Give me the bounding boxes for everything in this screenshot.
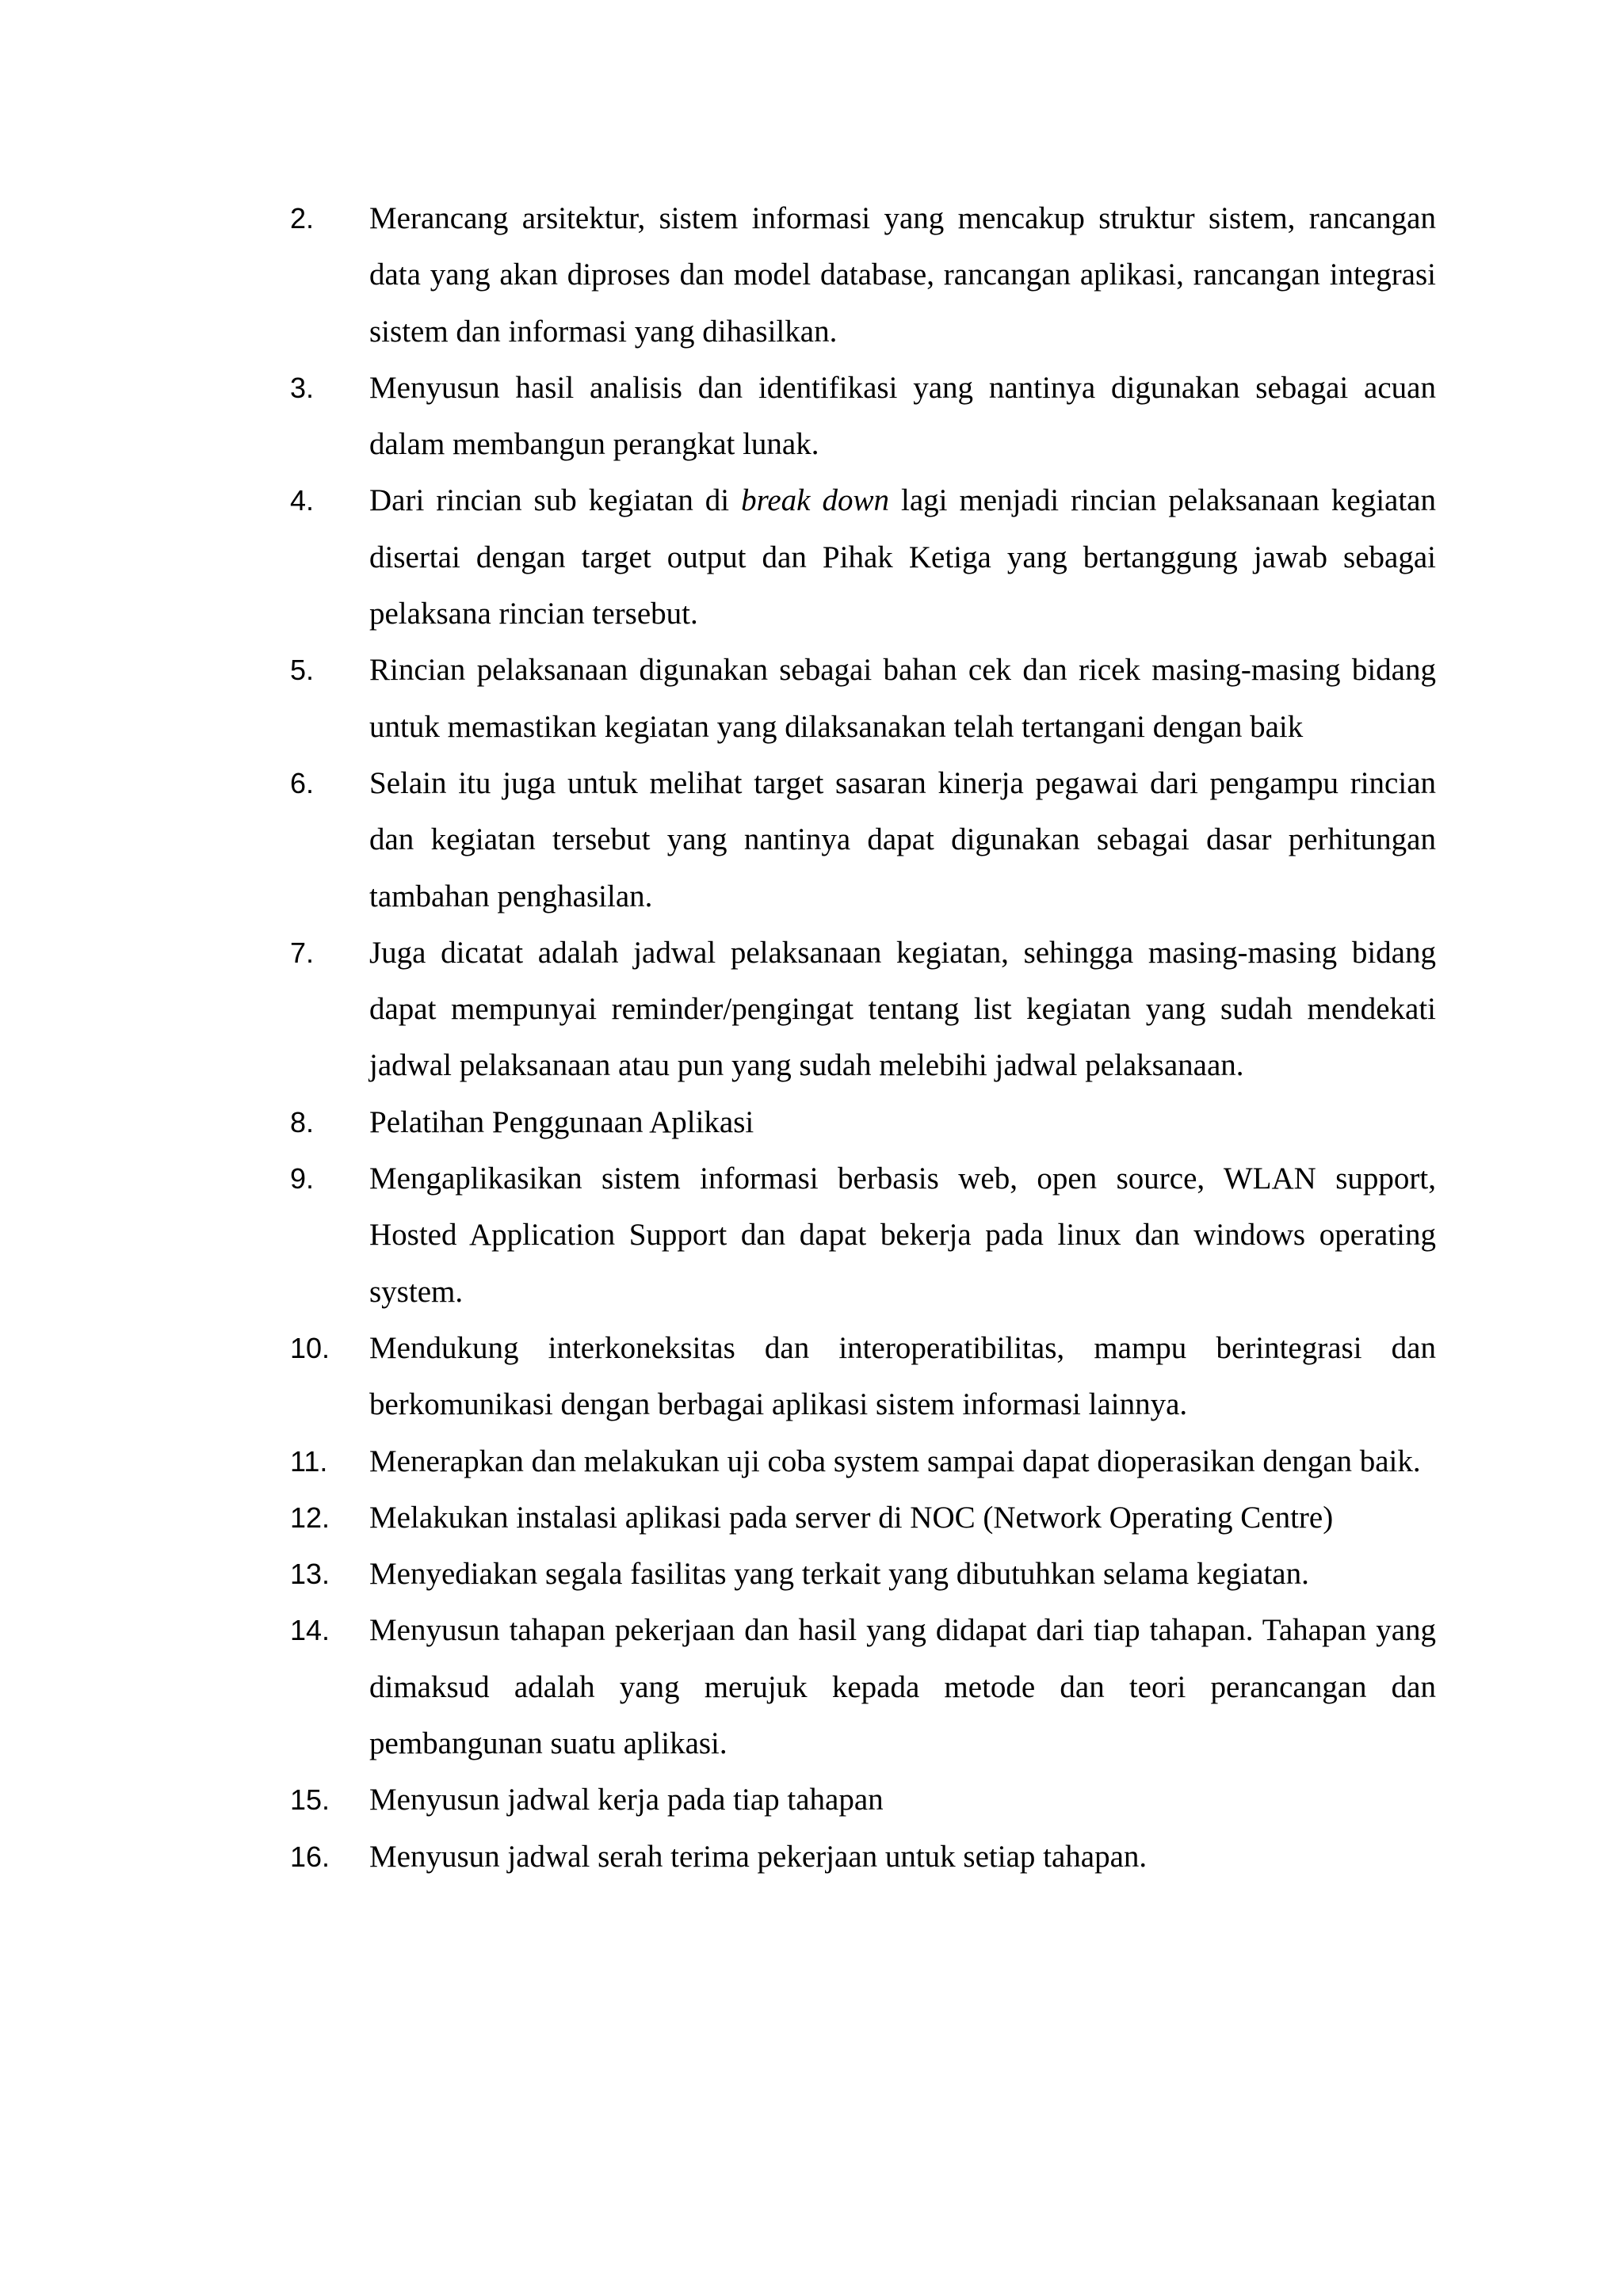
list-item-number: 3. xyxy=(290,371,315,404)
list-item-text: Merancang arsitektur, sistem informasi yang mencakup struktur sistem, rancangan data yang akan diproses dan model database, rancangan aplikasi, rancangan integrasi sistem dan informasi yang dihasilkan. xyxy=(369,201,1436,349)
list-item-number: 12. xyxy=(290,1501,330,1534)
list-item-italic-text: break down xyxy=(741,483,889,518)
list-item-text: Mendukung interkoneksitas dan interoperatibilitas, mampu berintegrasi dan berkomunikasi dengan berbagai aplikasi sistem informasi lainnya. xyxy=(369,1330,1436,1422)
list-item xyxy=(290,1150,1436,1320)
list-item xyxy=(290,1546,1436,1602)
list-item-text: Melakukan instalasi aplikasi pada server di NOC (Network Operating Centre) xyxy=(369,1500,1334,1535)
list-item-text: Menerapkan dan melakukan uji coba system sampai dapat dioperasikan dengan baik. xyxy=(369,1444,1421,1478)
list-item-text: Pelatihan Penggunaan Aplikasi xyxy=(369,1104,754,1139)
list-item xyxy=(290,755,1436,925)
list-item-number: 5. xyxy=(290,654,315,687)
list-item xyxy=(290,1094,1436,1150)
list-item-number: 13. xyxy=(290,1558,330,1591)
list-item-number: 9. xyxy=(290,1162,315,1196)
list-item-text: Menyusun tahapan pekerjaan dan hasil yang didapat dari tiap tahapan. Tahapan yang dimaksud adalah yang merujuk kepada metode dan teori perancangan dan pembangunan suatu aplikasi. xyxy=(369,1613,1436,1761)
list-item-text: Juga dicatat adalah jadwal pelaksanaan kegiatan, sehingga masing-masing bidang dapat mempunyai reminder/pengingat tentang list kegiatan yang sudah mendekati jadwal pelaksanaan atau pun yang sudah melebihi jadwal pelaksanaan. xyxy=(369,935,1436,1083)
list-item xyxy=(290,1602,1436,1772)
list-item-number: 4. xyxy=(290,484,315,517)
list-item xyxy=(290,1829,1436,1885)
list-item xyxy=(290,1489,1436,1546)
list-item-number: 15. xyxy=(290,1783,330,1817)
list-item xyxy=(290,1320,1436,1433)
list-item-number: 16. xyxy=(290,1840,330,1873)
list-item-text: Menyusun hasil analisis dan identifikasi yang nantinya digunakan sebagai acuan dalam membangun perangkat lunak. xyxy=(369,370,1436,462)
list-item-text: Menyediakan segala fasilitas yang terkait yang dibutuhkan selama kegiatan. xyxy=(369,1557,1309,1592)
list-item-text: Selain itu juga untuk melihat target sasaran kinerja pegawai dari pengampu rincian dan kegiatan tersebut yang nantinya dapat digunakan sebagai dasar perhitungan tambahan penghasilan. xyxy=(369,765,1436,913)
numbered-list xyxy=(290,190,1436,1885)
list-item-text: Mengaplikasikan sistem informasi berbasis web, open source, WLAN support, Hosted Application Support dan dapat bekerja pada linux dan windows operating system. xyxy=(369,1161,1436,1309)
list-item-text xyxy=(369,472,1436,642)
list-item-number: 2. xyxy=(290,202,315,235)
list-item-number: 10. xyxy=(290,1331,330,1364)
list-item xyxy=(290,190,1436,360)
list-item xyxy=(290,360,1436,473)
list-item-number: 8. xyxy=(290,1105,315,1138)
list-item-text: Menyusun jadwal serah terima pekerjaan untuk setiap tahapan. xyxy=(369,1839,1148,1874)
list-item-text-part: lagi menjadi rincian pelaksanaan kegiatan disertai dengan target output dan Pihak Ketiga yang bertanggung jawab sebagai pelaksana rincian tersebut. xyxy=(369,483,1436,631)
list-item xyxy=(290,1772,1436,1828)
list-item-number: 7. xyxy=(290,936,315,969)
list-item-text: Menyusun jadwal kerja pada tiap tahapan xyxy=(369,1783,884,1817)
list-item xyxy=(290,642,1436,755)
list-item xyxy=(290,925,1436,1094)
list-item xyxy=(290,1433,1436,1489)
list-item-number: 14. xyxy=(290,1614,330,1647)
list-item-number: 6. xyxy=(290,766,315,799)
list-item xyxy=(290,472,1436,642)
list-item-text-part: Dari rincian sub kegiatan di xyxy=(369,483,742,518)
list-item-number: 11. xyxy=(290,1444,328,1478)
list-item-text: Rincian pelaksanaan digunakan sebagai bahan cek dan ricek masing-masing bidang untuk memastikan kegiatan yang dilaksanakan telah tertangani dengan baik xyxy=(369,653,1436,744)
